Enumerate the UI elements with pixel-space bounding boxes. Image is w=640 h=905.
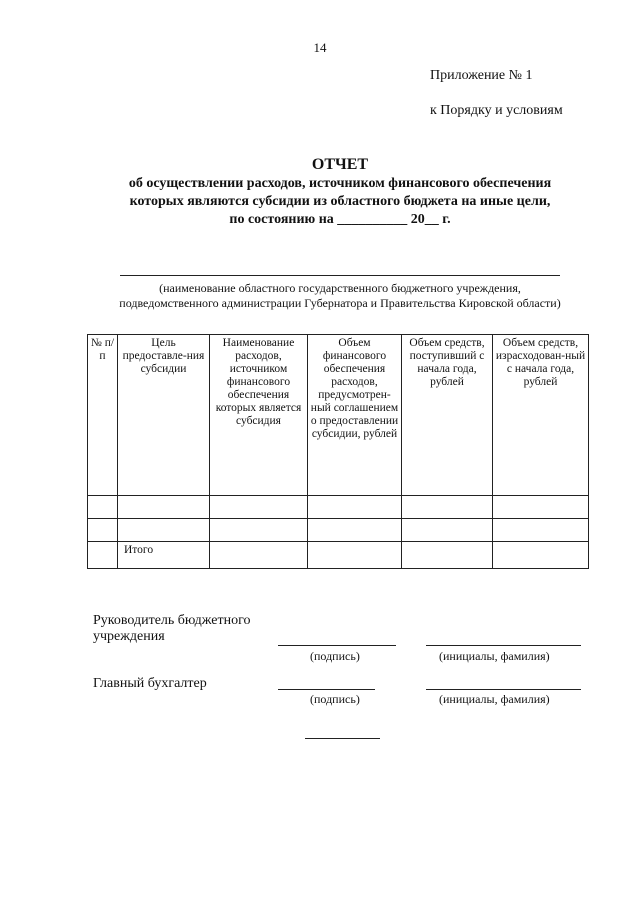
organization-caption-line-2: подведомственного администрации Губернатора и Правительства Кировской области) (119, 296, 561, 310)
closing-separator-line (305, 738, 380, 739)
report-title: ОТЧЕТ (311, 156, 369, 173)
header-agreement-amount: Объем финансового обеспечения расходов, предусмотрен-ный соглашением о предоставлении субсидии, рублей (308, 335, 402, 496)
table-cell (402, 496, 493, 519)
table-cell (88, 496, 118, 519)
appendix-number: Приложение № 1 (430, 68, 533, 83)
table-cell (402, 519, 493, 542)
report-table (87, 334, 589, 569)
header-number: № п/п (88, 335, 118, 496)
director-signature-caption: (подпись) (310, 649, 360, 663)
header-expense-name: Наименование расходов, источником финансового обеспечения которых является субсидия (210, 335, 308, 496)
table-header-row (88, 335, 589, 496)
total-label: Итого (118, 542, 210, 569)
table-row (88, 519, 589, 542)
table-cell (308, 542, 402, 569)
director-label: Руководитель бюджетного учреждения (93, 613, 251, 644)
table-cell (88, 542, 118, 569)
table-cell (493, 519, 589, 542)
accountant-signature-caption: (подпись) (310, 692, 360, 706)
table-cell (210, 496, 308, 519)
accountant-name-line (426, 689, 581, 690)
table-cell (210, 542, 308, 569)
header-spent-amount: Объем средств, израсходован-ный с начала года, рублей (493, 335, 589, 496)
table-cell (308, 496, 402, 519)
table-cell (210, 519, 308, 542)
report-subtitle-line-2: которых являются субсидии из областного бюджета на иные цели, (129, 194, 551, 209)
table-cell (402, 542, 493, 569)
organization-caption-line-1: (наименование областного государственного бюджетного учреждения, (159, 281, 521, 295)
header-received-amount: Объем средств, поступивший с начала года, рублей (402, 335, 493, 496)
table-row (88, 496, 589, 519)
table-cell (493, 542, 589, 569)
director-name-line (426, 645, 581, 646)
appendix-reference: к Порядку и условиям (430, 103, 563, 118)
director-name-caption: (инициалы, фамилия) (439, 649, 550, 663)
table-cell (118, 519, 210, 542)
accountant-signature-line (278, 689, 375, 690)
page-number: 14 (313, 40, 327, 55)
header-purpose: Цель предоставле-ния субсидии (118, 335, 210, 496)
table-cell (308, 519, 402, 542)
accountant-label: Главный бухгалтер (93, 676, 207, 691)
accountant-name-caption: (инициалы, фамилия) (439, 692, 550, 706)
report-subtitle-line-1: об осуществлении расходов, источником финансового обеспечения (128, 176, 552, 191)
table-cell (493, 496, 589, 519)
director-signature-line (278, 645, 396, 646)
table-cell (118, 496, 210, 519)
organization-name-line (120, 275, 560, 276)
table-total-row (88, 542, 589, 569)
report-date-line: по состоянию на __________ 20__ г. (229, 212, 451, 227)
table-cell (88, 519, 118, 542)
